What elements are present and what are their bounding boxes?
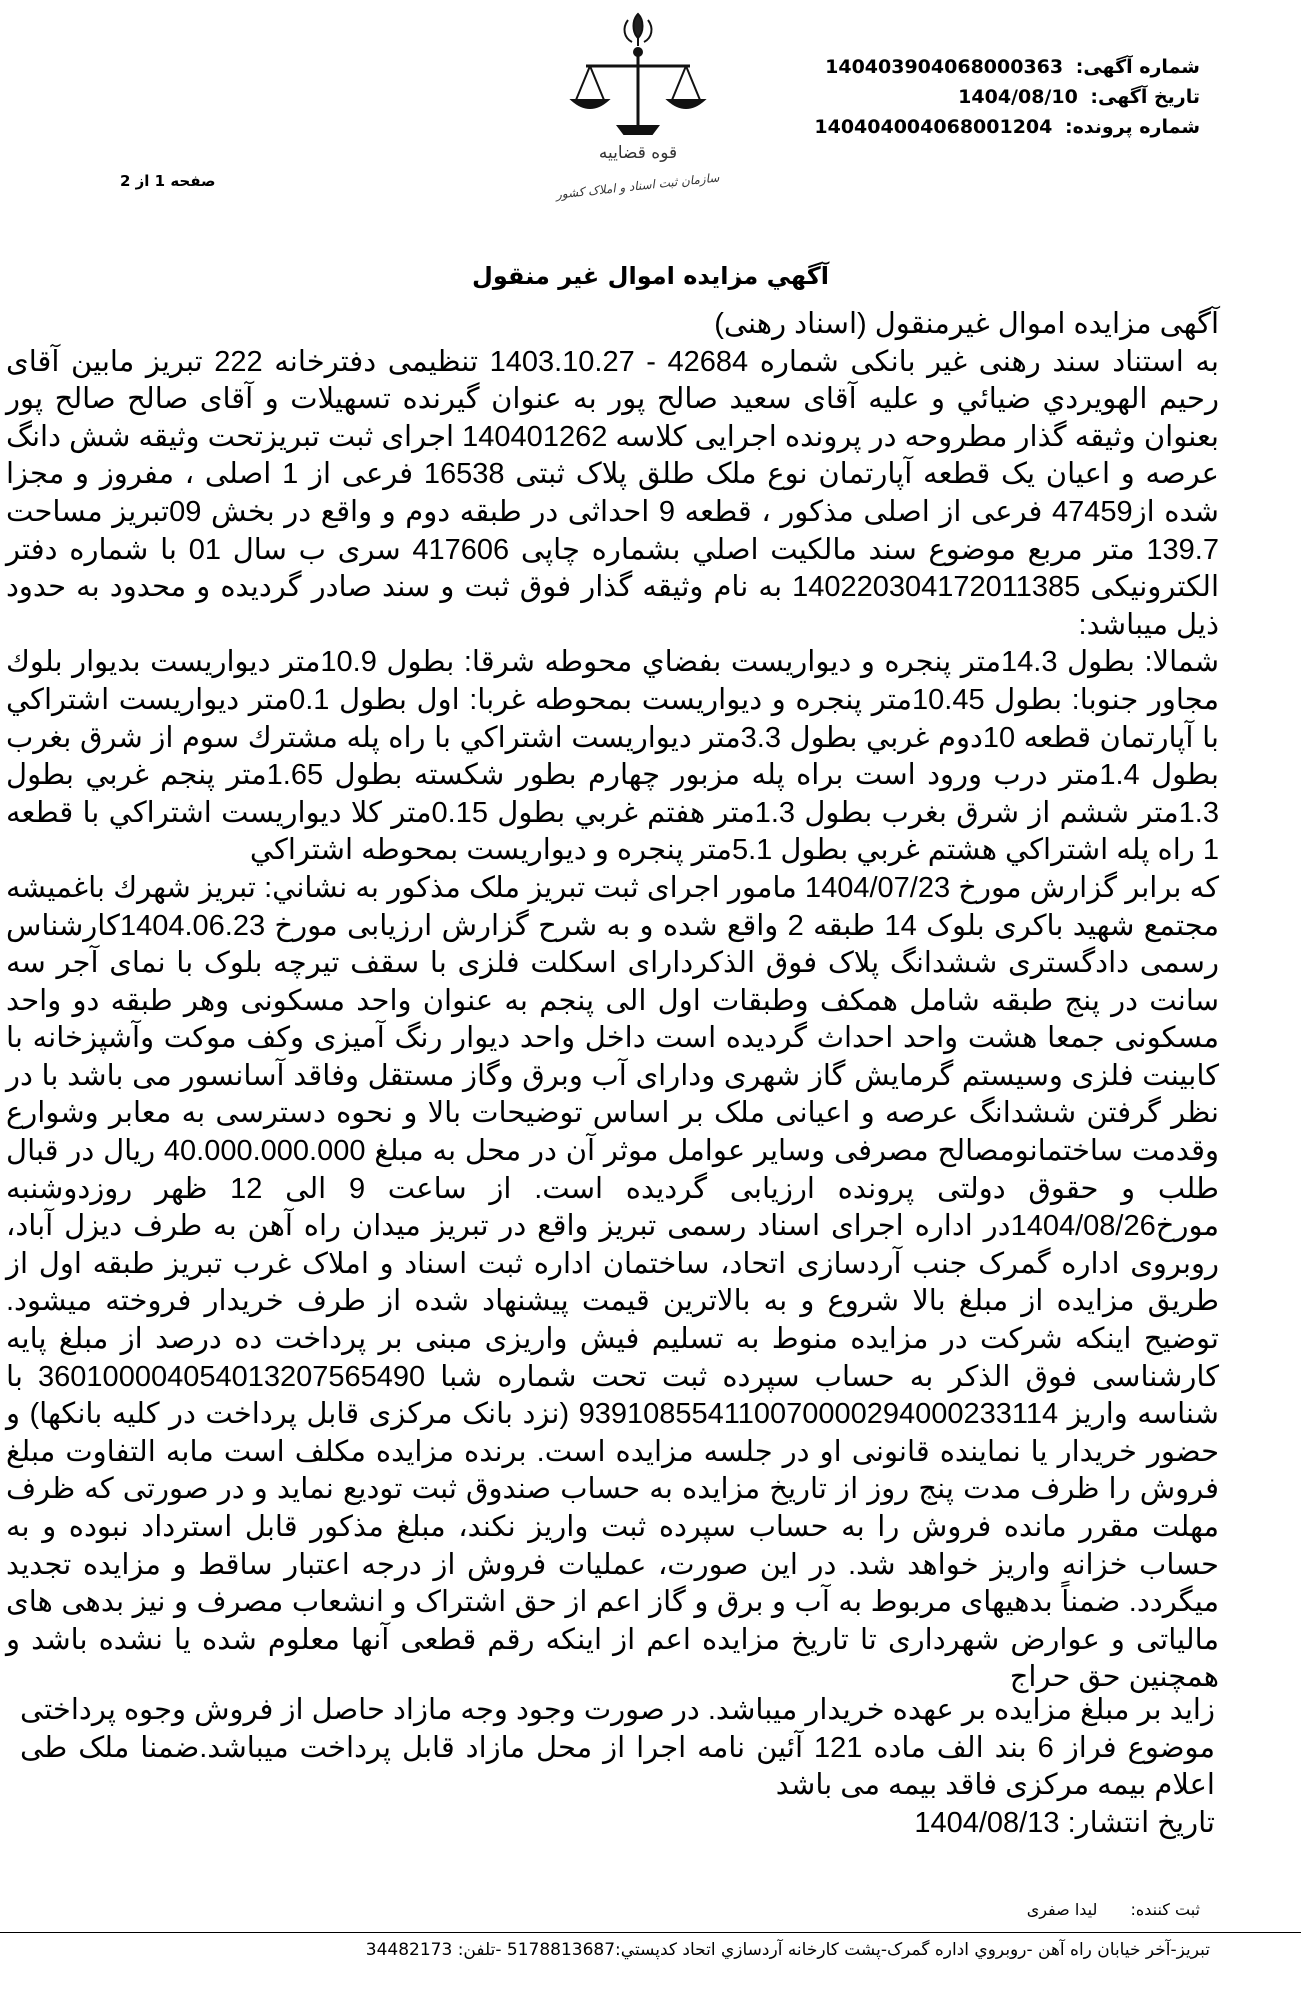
emblem-caption: قوه قضاییه xyxy=(598,143,678,163)
notice-date-row xyxy=(760,82,1200,112)
notice-tail xyxy=(20,1692,1215,1842)
notice-body xyxy=(6,306,1219,1697)
registrar-label: ثبت کننده: xyxy=(1130,1900,1200,1919)
notice-meta xyxy=(760,52,1200,142)
notice-date-label: تاریخ آگهی: xyxy=(1090,86,1200,108)
notice-number-row xyxy=(760,52,1200,82)
body-paragraph-auction: که برابر گزارش مورخ 1404/07/23 مامور اجرای ثبت تبریز ملک مذکور به نشاني: تبریز شهرك باغمیشه مجتمع شهید باکری بلوک 14 طبقه 2 واقع شده و به شرح گزارش ارزیابی مورخ 1404.06.23کارشناس رسمی دادگستری ششدانگ پلاک فوق الذکردارای اسکلت فلزی با سقف تیرچه بلوک با نمای آجر سه سانت در پنج طبقه شامل همکف وطبقات اول الی پنجم به عنوان واحد مسکونی وهر طبقه دو واحد مسکونی جمعا هشت واحد احداث گردیده است داخل واحد دیوار رنگ آمیزی وکف موکت وآشپزخانه با کابینت فلزی وسیستم گرمایش گاز شهری ودارای آب وبرق وگاز مستقل وفاقد آسانسور می باشد با در نظر گرفتن ششدانگ عرصه و اعیانی ملک بر اساس توضیحات بالا و نحوه دسترسی به معابر وشوارع وقدمت ساختمانومصالح مصرفی وسایر عوامل موثر آن در محل به مبلغ 40.000.000.000 ریال در قبال طلب و حقوق دولتی پرونده ارزیابی گردیده است. از ساعت 9 الی 12 ظهر روزدوشنبه مورخ1404/08/26در اداره اجرای اسناد رسمی تبریز واقع در تبریز میدان راه آهن به طرف دیزل آباد، روبروی اداره گمرک جنب آردسازی اتحاد، ساختمان اداره ثبت اسناد و املاک غرب تبریز طبقه اول از طریق مزایده از مبلغ بالا شروع و به بالاترین قیمت پیشنهاد شده از طرف خریدار فروخته میشود. توضیح اینکه شرکت در مزایده منوط به تسلیم فیش واریزی مبنی بر پرداخت ده درصد از مبلغ پایه کارشناسی فوق الذکر به حساب سپرده ثبت تحت شماره شبا 360100004054013207565490 با شناسه واریز 939108554110070000294000233114 (نزد بانک مرکزی قابل پرداخت در کلیه بانکها) و حضور خریدار یا نماینده قانونی او در جلسه مزایده است. برنده مزایده مکلف است مابه التفاوت مبلغ فروش را ظرف مدت پنج روز از تاریخ مزایده به حساب صندوق ثبت تودیع نماید و در صورتی که ظرف مهلت مقرر مانده فروش را به حساب سپرده ثبت واریز نکند، مبلغ مذکور قابل استرداد نبوده و به حساب خزانه واریز خواهد شد. در این صورت، عملیات فروش از درجه اعتبار ساقط و مزایده تجدید میگردد. ضمناً بدهیهای مربوط به آب و برق و گاز اعم از حق اشتراک و انشعاب مصرف و نیز بدهی های مالیاتی و عوارض شهرداری تا تاریخ مزایده اعم از اینکه رقم قطعی آنها معلوم شده یا نشده باشد و همچنین حق حراج xyxy=(6,871,1220,1694)
publication-date-row xyxy=(20,1805,1215,1843)
document-title: آگهي مزايده اموال غير منقول xyxy=(472,262,829,290)
publication-date: 1404/08/13 xyxy=(914,1806,1060,1839)
body-heading: آگهی مزایده اموال غیرمنقول (اسناد رهنی) xyxy=(714,308,1219,340)
publication-date-label: تاریخ انتشار: xyxy=(1067,1806,1215,1839)
body-paragraph-1: به استناد سند رهنی غیر بانکی شماره 42684 - 1403.10.27 تنظیمی دفترخانه 222 تبریز مابین آقای رحیم الهویردي ضیائي و علیه آقای سعید صالح پور به عنوان گیرنده تسهیلات و آقای صالح صالح پور بعنوان وثیقه گذار مطروحه در پرونده اجرایی کلاسه 140401262 اجرای ثبت تبریزتحت وثیقه شش دانگ عرصه و اعیان یک قطعه آپارتمان نوع ملک طلق پلاک ثبتی 16538 فرعی از 1 اصلی ، مفروز و مجزا شده از47459 فرعی از اصلی مذکور ، قطعه 9 احداثی در طبقه دوم و واقع در بخش 09تبریز مساحت 139.7 متر مربع موضوع سند مالکیت اصلي بشماره چاپی 417606 سری ب سال 01 با شماره دفتر الکترونیکی 140220304172011385 به نام وثیقه گذار فوق ثبت و سند صادر گردیده و محدود به حدود ذیل میباشد: xyxy=(6,345,1220,641)
registrar xyxy=(1000,1900,1200,1919)
case-number-row xyxy=(760,112,1200,142)
emblem-caption-org: سازمان ثبت اسناد و املاک کشور xyxy=(555,170,720,202)
footer-divider xyxy=(0,1932,1301,1933)
notice-number: 140403904068000363 xyxy=(825,56,1064,78)
notice-date: 1404/08/10 xyxy=(958,86,1078,108)
registrar-name: لیدا صفری xyxy=(1026,1900,1098,1919)
judiciary-emblem xyxy=(548,8,728,218)
tail-paragraph: زاید بر مبلغ مزایده بر عهده خریدار میباشد. در صورت وجود وجه مازاد حاصل از فروش وجوه پرداختی موضوع فراز 6 بند الف ماده 121 آئین نامه اجرا از محل مازاد قابل پرداخت میباشد.ضمنا ملک طی اعلام بیمه مرکزی فاقد بیمه می باشد xyxy=(20,1694,1215,1802)
footer-address: تبریز-آخر خیابان راه آهن -روبروي اداره گمرک-پشت کارخانه آردسازي اتحاد کدپستي:5178813687 -تلفن: 34482173 xyxy=(365,1940,1210,1960)
body-paragraph-boundaries: شمالا: بطول 14.3متر پنجره و دیواریست بفضاي محوطه شرقا: بطول 10.9متر دیواریست بدیوار بلوك مجاور جنوبا: بطول 10.45متر پنجره و دیواریست بمحوطه غربا: اول بطول 0.1متر دیواریست اشتراکي با آپارتمان قطعه 10دوم غربي بطول 3.3متر دیواریست اشتراکي با راه پله مشترك سوم از شرق بغرب بطول 1.4متر درب ورود است براه پله مزبور چهارم بطور شکسته بطول 1.65متر پنجم غربي بطول 1.3متر ششم از شرق بغرب بطول 1.3متر هفتم غربي بطول 0.15متر کلا دیواریست اشتراکي با قطعه 1 راه پله اشتراکي هشتم غربي بطول 5.1متر پنجره و دیواریست بمحوطه اشتراکي xyxy=(6,646,1219,867)
case-number: 140404004068001204 xyxy=(814,116,1053,138)
notice-number-label: شماره آگهی: xyxy=(1075,56,1200,78)
case-number-label: شماره پرونده: xyxy=(1064,116,1200,138)
page-indicator: صفحه 1 از 2 xyxy=(120,172,216,190)
